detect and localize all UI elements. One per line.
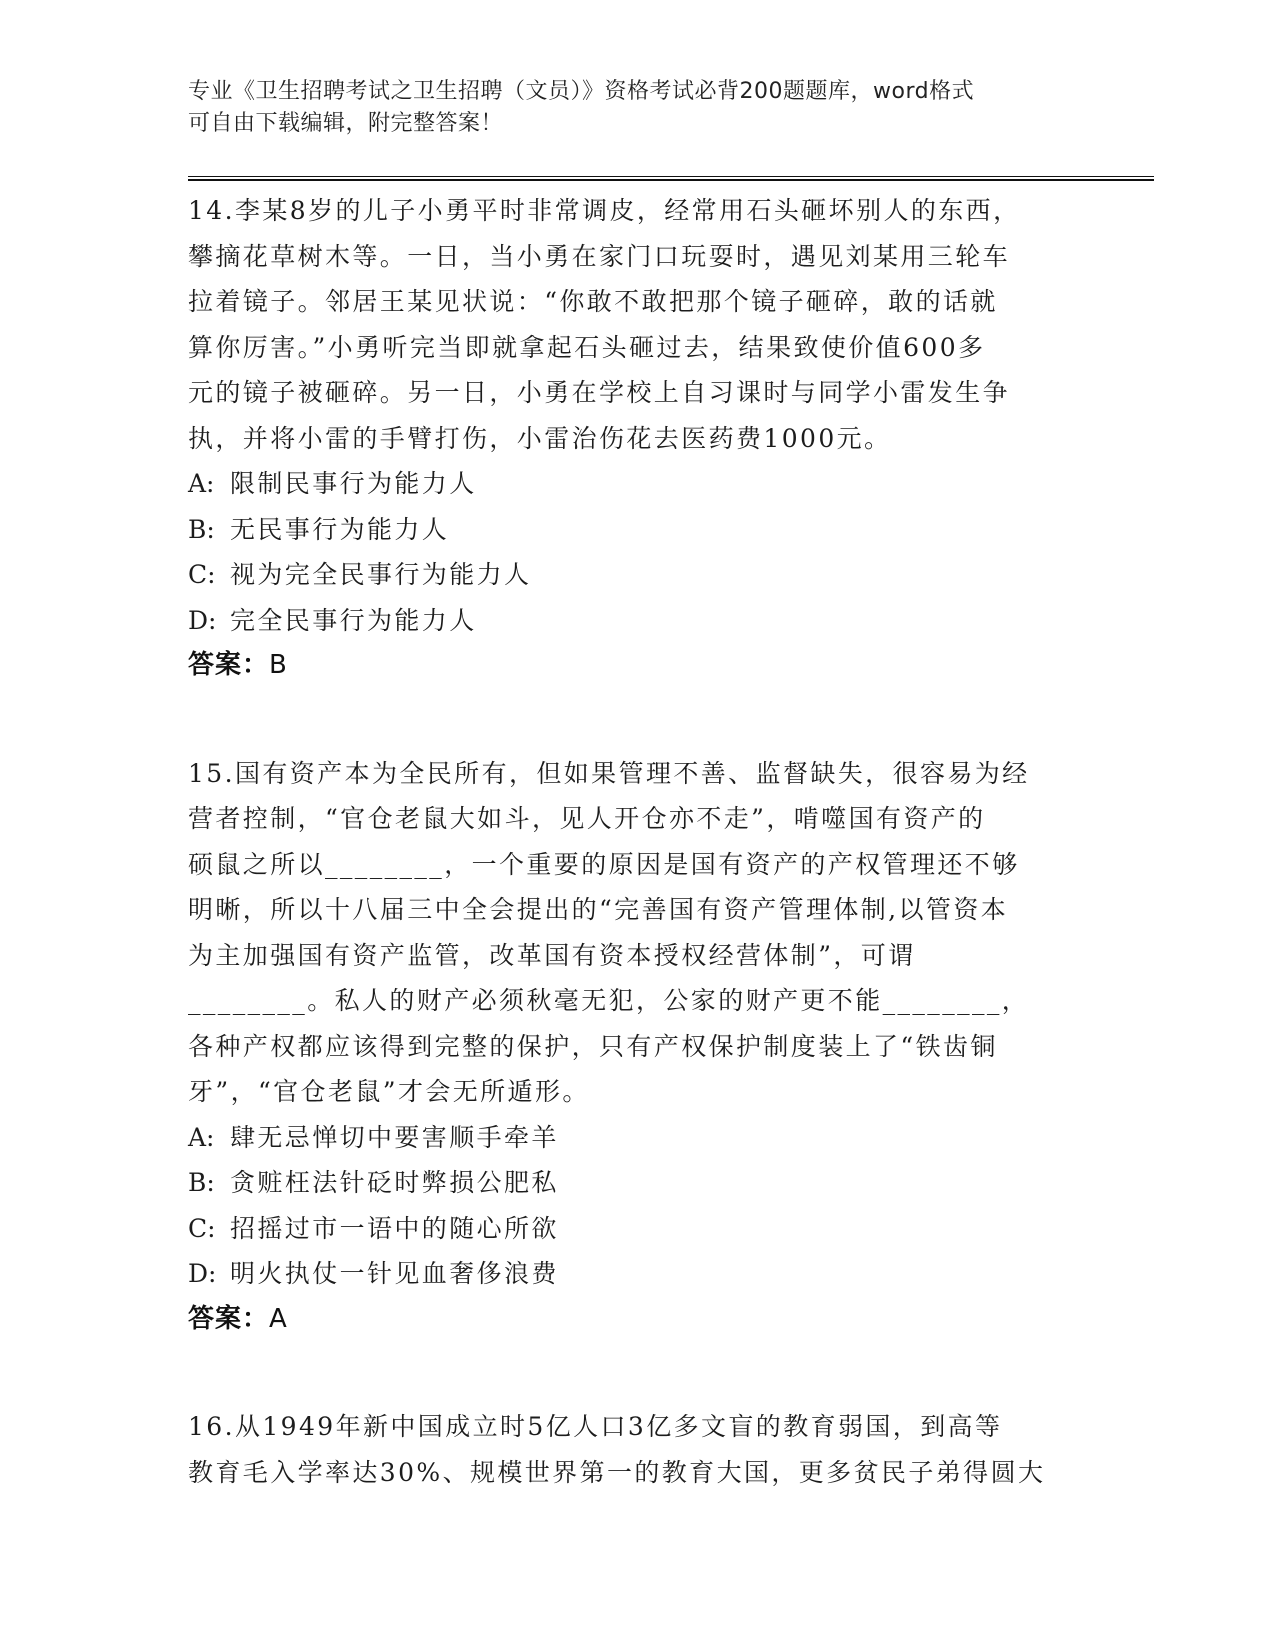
header-divider: [188, 176, 1154, 181]
option-b: [188, 507, 1088, 553]
question-text: 国有资产本为全民所有，但如果管理不善、监督缺失，很容易为经 营者控制，“官仓老鼠大如斗，见人开仓亦不走”，啃噬国有资产的 硕鼠之所以________，一个重要的原因是国有资产的产权管理还不够 明晰，所以十八届三中全会提出的“完善国有资产管理体制,以管资本 为主加强国有资产监管，改革国有资本授权经营体制”，可谓 ________。私人的财产必须秋毫无犯，公家的财产更不能________， 各种产权都应该得到完整的保护，只有产权保护制度装上了“铁齿铜 牙”，“官仓老鼠”才会无所遁形。: [188, 758, 1030, 1106]
option-text: 完全民事行为能力人: [230, 605, 477, 635]
answer-value: A: [269, 1303, 288, 1334]
answer-line: [188, 643, 1088, 689]
option-d: [188, 598, 1088, 644]
question-14: [188, 188, 1088, 689]
option-text: 肆无忌惮切中要害顺手牵羊: [230, 1122, 559, 1152]
option-letter: A:: [188, 1122, 215, 1152]
option-text: 无民事行为能力人: [230, 514, 450, 544]
option-c: [188, 552, 1088, 598]
option-letter: A:: [188, 469, 215, 498]
option-text: 贪赃枉法针砭时弊损公肥私: [230, 1168, 559, 1197]
option-letter: B:: [188, 514, 215, 544]
option-letter: C:: [188, 560, 216, 589]
page-header: [188, 76, 1068, 140]
question-text: 从1949年新中国成立时5亿人口3亿多文盲的教育弱国，到高等 教育毛入学率达30%、规模世界第一的教育大国，更多贫民子弟得圆大: [188, 1412, 1046, 1487]
answer-label: 答案：: [188, 650, 270, 680]
option-b: [188, 1160, 1088, 1206]
question-number: 15.: [188, 758, 235, 788]
option-text: 明火执仗一针见血奢侈浪费: [230, 1259, 559, 1288]
answer-value: B: [269, 650, 288, 680]
answer-label: 答案：: [188, 1303, 270, 1334]
option-d: [188, 1251, 1088, 1297]
option-letter: B:: [188, 1168, 215, 1197]
question-text: 李某8岁的儿子小勇平时非常调皮，经常用石头砸坏别人的东西， 攀摘花草树木等。一日，当小勇在家门口玩耍时，遇见刘某用三轮车 拉着镜子。邻居王某见状说：“你敢不敢把那个镜子砸碎，敢的话就 算你厉害。”小勇听完当即就拿起石头砸过去，结果致使价值600多 元的镜子被砸碎。另一日，小勇在学校上自习课时与同学小雷发生争 执，并将小雷的手臂打伤，小雷治伤花去医药费1000元。: [188, 196, 1021, 453]
option-text: 限制民事行为能力人: [230, 469, 477, 498]
question-number: 14.: [188, 196, 235, 225]
option-text: 视为完全民事行为能力人: [230, 560, 532, 589]
option-letter: D:: [188, 605, 217, 635]
header-title-line-2: 可自由下载编辑，附完整答案！: [188, 111, 504, 136]
option-a: [188, 1115, 1088, 1161]
question-stem: [188, 1404, 1088, 1495]
option-a: [188, 461, 1088, 507]
answer-line: [188, 1297, 1088, 1343]
question-stem: [188, 751, 1088, 1115]
option-letter: D:: [188, 1259, 217, 1288]
header-title-line-1: 专业《卫生招聘考试之卫生招聘（文员）》资格考试必背200题题库，word格式: [188, 79, 975, 104]
question-16: [188, 1404, 1088, 1495]
question-list: [188, 188, 1088, 1557]
question-stem: [188, 188, 1088, 461]
question-15: [188, 751, 1088, 1343]
question-number: 16.: [188, 1412, 235, 1441]
option-c: [188, 1206, 1088, 1252]
option-letter: C:: [188, 1213, 216, 1243]
option-text: 招摇过市一语中的随心所欲: [230, 1213, 559, 1243]
